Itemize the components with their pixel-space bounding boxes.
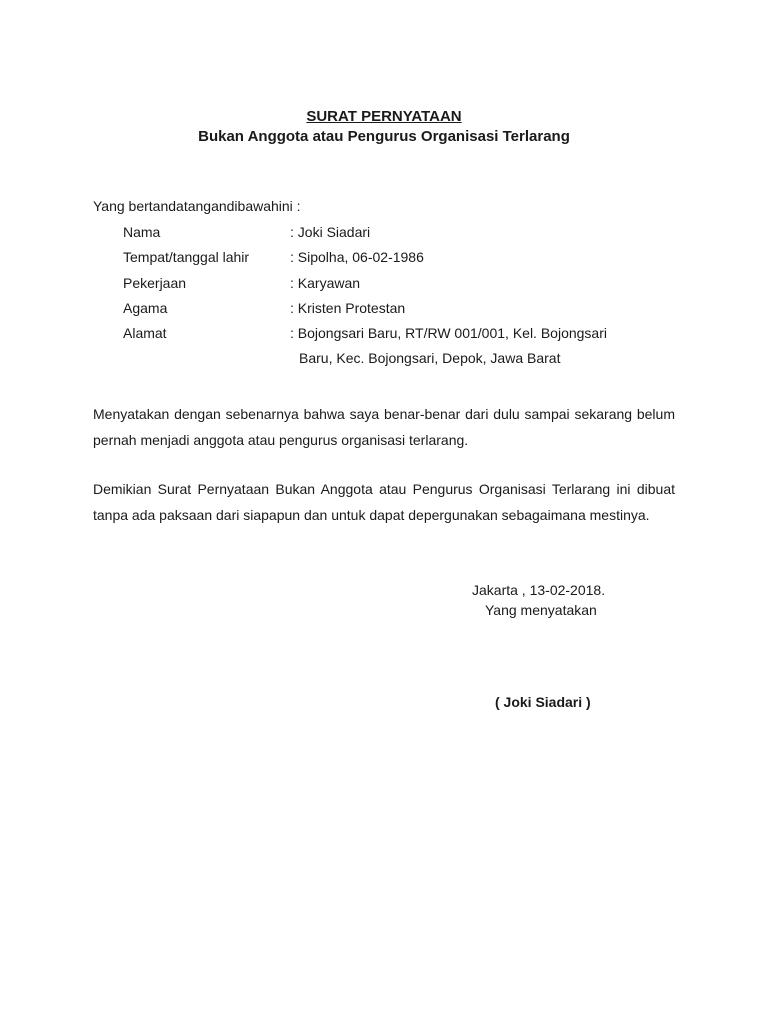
field-label: Agama [123, 299, 168, 316]
field-row-pekerjaan [123, 271, 663, 296]
field-row-nama [123, 220, 663, 245]
closing-paragraph: Demikian Surat Pernyataan Bukan Anggota atau Pengurus Organisasi Terlarang ini dibuat tanpa ada paksaan dari siapapun dan untuk dapat depergunakan sebagaimana mestinya. [93, 481, 675, 523]
field-value: : Kristen Protestan [290, 299, 406, 316]
signature-label: Yang menyatakan [485, 602, 597, 618]
field-value: : Sipolha, 06-02-1986 [290, 249, 424, 266]
address-line-2: Baru, Kec. Bojongsari, Depok, Jawa Barat [299, 350, 561, 367]
address-line-1: : Bojongsari Baru, RT/RW 001/001, Kel. Bojongsari [290, 325, 607, 342]
field-row-agama [123, 296, 663, 321]
field-row-tempat-tanggal-lahir [123, 245, 663, 270]
document-title: SURAT PERNYATAAN [306, 108, 462, 125]
field-value: : Karyawan [290, 274, 361, 291]
field-label: Tempat/tanggal lahir [123, 249, 250, 266]
statement-paragraph: Menyatakan dengan sebenarnya bahwa saya benar-benar dari dulu sampai sekarang belum pernah menjadi anggota atau pengurus organisasi terlarang. [93, 406, 675, 448]
field-row-alamat [123, 321, 663, 372]
place-date: Jakarta , 13-02-2018. [472, 582, 606, 598]
intro-text: Yang bertandatangandibawahini : [93, 198, 301, 214]
field-label: Pekerjaan [123, 274, 187, 291]
field-label: Nama [123, 224, 161, 240]
signer-name: ( Joki Siadari ) [495, 694, 591, 710]
field-label: Alamat [123, 325, 167, 342]
identity-fields [123, 220, 663, 372]
field-value-alamat [290, 321, 663, 372]
field-value: : Joki Siadari [290, 224, 371, 240]
document-subtitle: Bukan Anggota atau Pengurus Organisasi Terlarang [198, 128, 570, 145]
